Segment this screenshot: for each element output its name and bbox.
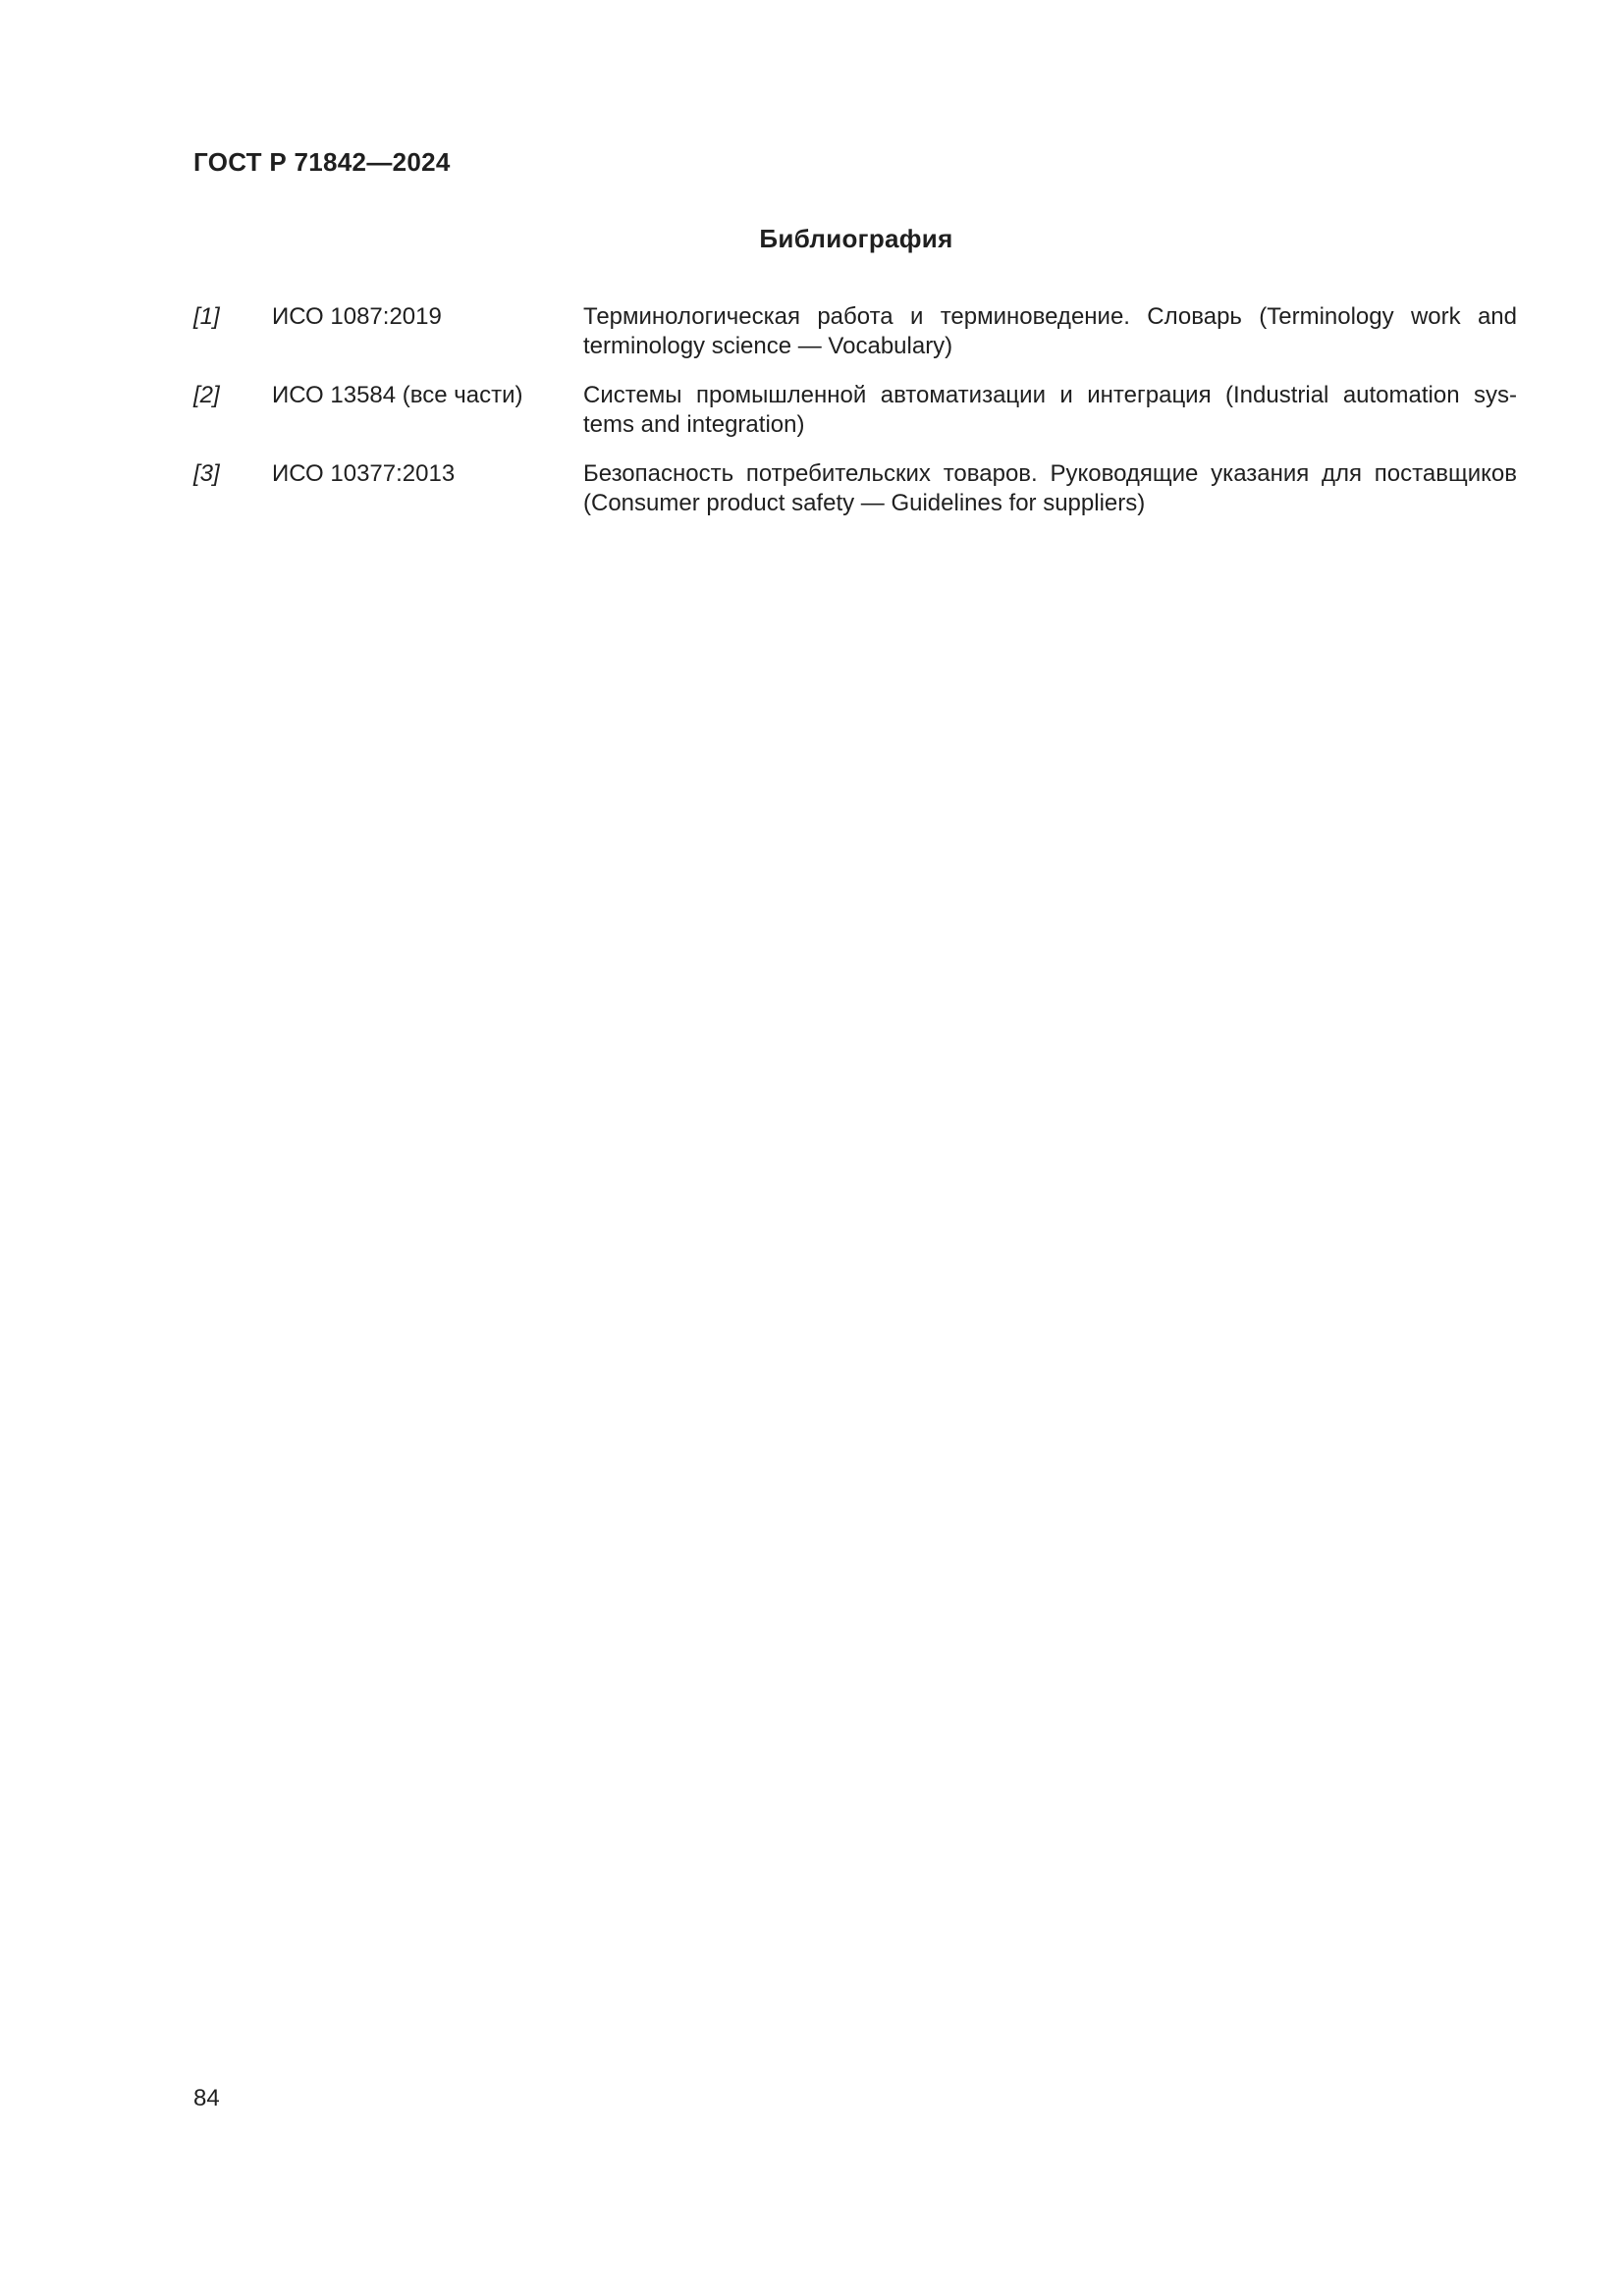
bibliography-list xyxy=(193,302,1517,538)
entry-number: [3] xyxy=(193,460,220,487)
entry-number: [1] xyxy=(193,303,220,330)
entry-title-line: terminology science — Vocabulary) xyxy=(583,333,953,359)
bibliography-entry xyxy=(193,381,1517,440)
page-number: 84 xyxy=(193,2085,220,2111)
entry-title xyxy=(583,459,1517,518)
entry-standard: ИСО 10377:2013 xyxy=(272,460,456,487)
entry-title xyxy=(583,302,1517,361)
entry-title xyxy=(583,381,1517,440)
entry-title-line: tems and integration) xyxy=(583,411,805,438)
entry-title-line: Безопасность потребительских товаров. Руководящие указания для поставщиков xyxy=(583,460,1517,487)
bibliography-entry xyxy=(193,459,1517,518)
bibliography-entry xyxy=(193,302,1517,361)
entry-standard: ИСО 1087:2019 xyxy=(272,303,442,330)
section-title: Библиография xyxy=(759,224,953,253)
entry-title-line: (Consumer product safety — Guidelines for suppliers) xyxy=(583,490,1146,516)
entry-title-line: Терминологическая работа и терминоведение. Словарь (Terminology work and xyxy=(583,303,1517,330)
entry-title-line: Системы промышленной автоматизации и интеграция (Industrial automation sys- xyxy=(583,382,1517,408)
entry-number: [2] xyxy=(193,382,220,408)
document-code: ГОСТ Р 71842—2024 xyxy=(193,147,451,177)
entry-standard: ИСО 13584 (все части) xyxy=(272,382,523,408)
